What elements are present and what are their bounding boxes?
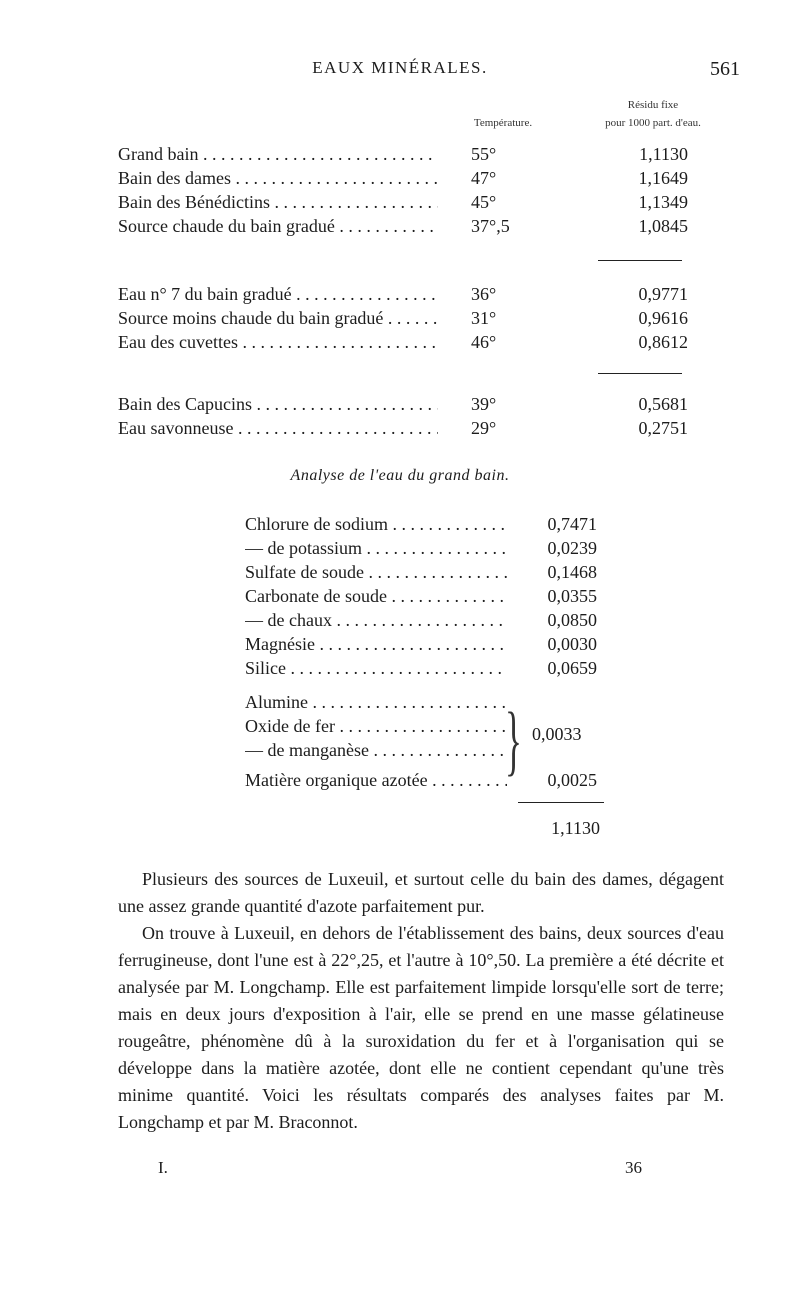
analysis-value: 0,0659 xyxy=(547,658,597,678)
analysis-row xyxy=(245,632,605,656)
group-divider xyxy=(598,260,682,261)
analysis-row xyxy=(245,560,605,584)
column-header-residue-line1: Résidu fixe xyxy=(627,99,679,111)
table-row xyxy=(118,330,688,354)
analysis-value: 0,0030 xyxy=(547,634,597,654)
analysis-label: Oxide de fer . . . xyxy=(245,714,507,738)
row-temperature: 37°,5 xyxy=(471,216,510,236)
row-label: Bain des Capucins . . . xyxy=(118,392,438,416)
row-temperature: 55° xyxy=(471,144,497,164)
row-residue: 1,1130 xyxy=(639,144,688,164)
analysis-row xyxy=(245,584,605,608)
body-paragraph: Plusieurs des sources de Luxeuil, et surtout celle du bain des dames, dégagent une assez grande quantité d'azote parfaitement pur. xyxy=(118,869,724,916)
table-row xyxy=(118,416,688,440)
column-header-residue-line2: pour 1000 part. d'eau. xyxy=(605,117,701,129)
page-number: 561 xyxy=(710,58,740,80)
analysis-row xyxy=(245,768,605,792)
row-residue: 1,1649 xyxy=(638,168,688,188)
analysis-label: Carbonate de soude . . . xyxy=(245,584,507,608)
row-temperature: 39° xyxy=(471,394,497,414)
analysis-value: 0,0355 xyxy=(547,586,597,606)
group-divider xyxy=(598,373,682,374)
analysis-label: Chlorure de sodium . . . xyxy=(245,512,507,536)
row-label: Grand bain . . . xyxy=(118,142,438,166)
table-row xyxy=(118,306,688,330)
analysis-label: Silice . . . xyxy=(245,656,507,680)
analysis-label: Sulfate de soude . . . xyxy=(245,560,507,584)
row-residue: 0,9616 xyxy=(638,308,688,328)
grouped-value: 0,0033 xyxy=(532,724,582,744)
running-header: EAUX MINÉRALES. xyxy=(312,58,488,77)
table-row xyxy=(118,142,688,166)
body-paragraph: On trouve à Luxeuil, en dehors de l'établissement des bains, deux sources d'eau ferrugineuse, dont l'une est à 22°,25, et l'autre à 10°,50. La première a été décrite et analysée par M. Longchamp. Elle est parfaitement limpide lorsqu'elle sort de terre; mais en deux jours d'exposition à l'air, elle se prend en une masse gélatineuse rougeâtre, phénomène dû à la suroxidation du fer et à l'organisation qui se développe dans la matière azotée, dont elle ne contient cependant qu'une très minime quantité. Voici les résultats comparés des analyses faites par M. Longchamp et par M. Braconnot. xyxy=(118,923,724,1132)
row-label: Source moins chaude du bain gradué . . . xyxy=(118,306,438,330)
row-temperature: 29° xyxy=(471,418,497,438)
row-label: Source chaude du bain gradué . . . xyxy=(118,214,438,238)
analysis-row xyxy=(245,656,605,680)
row-temperature: 46° xyxy=(471,332,497,352)
row-residue: 1,1349 xyxy=(638,192,688,212)
sheet-number: 36 xyxy=(625,1158,642,1177)
row-residue: 0,5681 xyxy=(638,394,688,414)
row-label: Bain des Bénédictins . . . xyxy=(118,190,438,214)
row-temperature: 47° xyxy=(471,168,497,188)
analysis-value: 0,0025 xyxy=(547,770,597,790)
table-row xyxy=(118,392,688,416)
row-residue: 0,2751 xyxy=(638,418,688,438)
analysis-value: 0,0239 xyxy=(547,538,597,558)
brace-bracket: } xyxy=(505,696,522,783)
analysis-label: — de manganèse . . . xyxy=(245,738,507,762)
row-temperature: 45° xyxy=(471,192,497,212)
row-residue: 1,0845 xyxy=(638,216,688,236)
analysis-label: Matière organique azotée . . . xyxy=(245,768,507,792)
table-row xyxy=(118,190,688,214)
analysis-row xyxy=(245,608,605,632)
analysis-value: 0,0850 xyxy=(547,610,597,630)
row-label: Eau savonneuse . . . xyxy=(118,416,438,440)
row-residue: 0,8612 xyxy=(638,332,688,352)
analysis-label: — de potassium . . . xyxy=(245,536,507,560)
analysis-value: 0,1468 xyxy=(547,562,597,582)
row-label: Eau n° 7 du bain gradué . . . xyxy=(118,282,438,306)
analysis-label: Magnésie . . . xyxy=(245,632,507,656)
analysis-value: 0,7471 xyxy=(547,514,597,534)
analysis-row xyxy=(245,690,605,714)
row-residue: 0,9771 xyxy=(638,284,688,304)
analysis-total: 1,1130 xyxy=(551,818,600,838)
analysis-label: Alumine . . . xyxy=(245,690,507,714)
total-divider xyxy=(518,802,604,803)
signature-mark: I. xyxy=(158,1158,168,1177)
column-header-temperature: Température. xyxy=(473,117,533,129)
row-label: Eau des cuvettes . . . xyxy=(118,330,438,354)
analysis-row xyxy=(245,536,605,560)
row-label: Bain des dames . . . xyxy=(118,166,438,190)
table-row xyxy=(118,214,688,238)
row-temperature: 31° xyxy=(471,308,497,328)
row-temperature: 36° xyxy=(471,284,497,304)
analysis-title: Analyse de l'eau du grand bain. xyxy=(290,467,510,484)
analysis-row xyxy=(245,512,605,536)
table-row xyxy=(118,166,688,190)
table-row xyxy=(118,282,688,306)
analysis-label: — de chaux . . . xyxy=(245,608,507,632)
